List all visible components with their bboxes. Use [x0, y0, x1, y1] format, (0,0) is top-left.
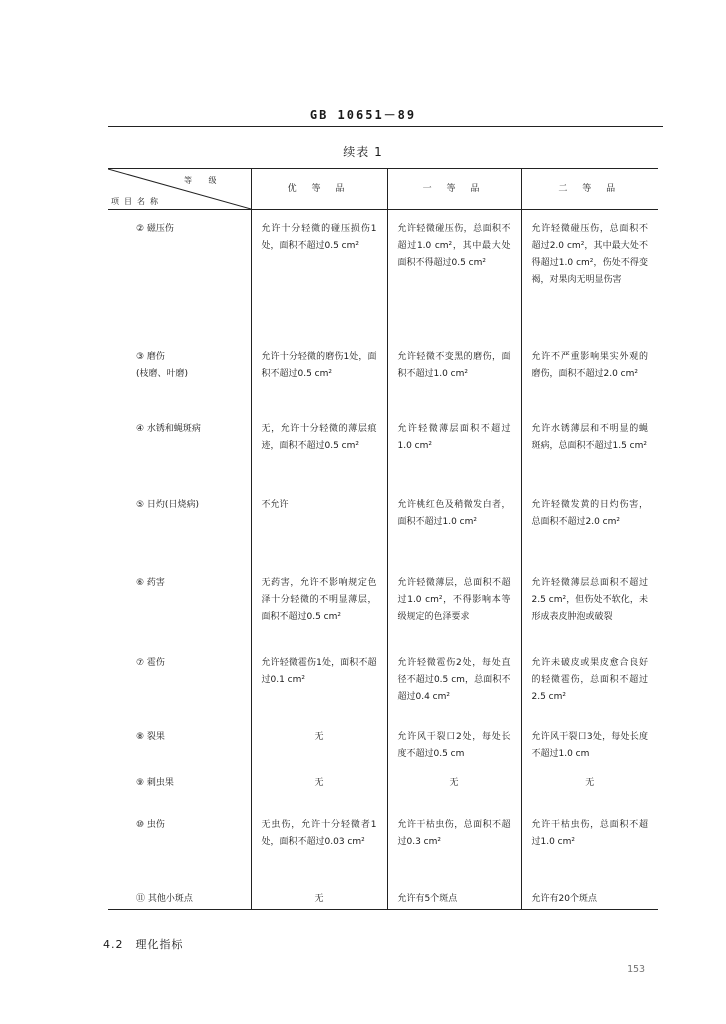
row-item-cell	[108, 806, 251, 880]
cell-text: 允许轻微碰压伤，总面积不超过1.0 cm²，其中最大处面积不得超过0.5 cm²	[397, 224, 511, 268]
cell-text: 允许轻微雹伤1处，面积不超过0.1 cm²	[261, 657, 377, 685]
cell-text: 允许干枯虫伤，总面积不超过0.3 cm²	[397, 819, 511, 847]
cell-text: 允许风干裂口3处，每处长度不超过1.0 cm	[531, 731, 648, 759]
cell-text: 无	[314, 777, 324, 788]
cell-text: 允许轻微薄层面积不超过1.0 cm²	[397, 423, 511, 451]
cell-text: 允许水锈薄层和不明显的蝇斑病，总面积不超过1.5 cm²	[531, 423, 648, 451]
row-cell-grade-3	[521, 764, 658, 806]
cell-text: 允许轻微薄层，总面积不超过1.0 cm²，不得影响本等级规定的色泽要求	[397, 577, 511, 622]
row-item-cell	[108, 486, 251, 564]
row-item-name: ⑥ 药害	[136, 577, 165, 588]
row-item-cell	[108, 410, 251, 486]
cell-text: 允许轻微发黄的日灼伤害，总面积不超过2.0 cm²	[531, 499, 648, 527]
grade-table	[108, 168, 658, 910]
row-cell-grade-1	[251, 564, 387, 644]
row-item-cell	[108, 644, 251, 718]
row-item-name: ⑧ 裂果	[136, 731, 165, 742]
row-cell-grade-2	[387, 338, 521, 410]
row-item-subtitle: (枝磨、叶磨)	[136, 368, 189, 379]
row-cell-grade-1	[251, 718, 387, 764]
standard-code: GB 10651－89	[309, 108, 417, 122]
row-cell-grade-1	[251, 210, 387, 338]
row-cell-grade-3	[521, 564, 658, 644]
row-cell-grade-2	[387, 880, 521, 910]
table-row	[108, 486, 658, 564]
column-header-premium: 优 等 品	[251, 169, 387, 210]
cell-text: 允许干枯虫伤，总面积不超过1.0 cm²	[531, 819, 648, 847]
column-header-second-grade: 二 等 品	[521, 169, 658, 210]
corner-top-label: 等 级	[184, 176, 224, 185]
cell-text: 无	[585, 777, 595, 788]
cell-text: 无，允许十分轻微的薄层痕迹，面积不超过0.5 cm²	[261, 423, 377, 451]
cell-text: 允许轻微碰压伤，总面积不超过2.0 cm²，其中最大处不得超过1.0 cm²，伤处不得变褐，对果肉无明显伤害	[531, 224, 648, 285]
page-number: 153	[627, 964, 646, 975]
cell-text: 允许轻微不变黑的磨伤，面积不超过1.0 cm²	[397, 351, 511, 379]
row-cell-grade-2	[387, 806, 521, 880]
table-row	[108, 718, 658, 764]
row-cell-grade-2	[387, 764, 521, 806]
row-item-cell	[108, 764, 251, 806]
row-cell-grade-3	[521, 880, 658, 910]
row-cell-grade-3	[521, 718, 658, 764]
corner-cell	[108, 169, 251, 210]
row-cell-grade-1	[251, 486, 387, 564]
row-item-name: ③ 磨伤	[136, 351, 165, 362]
row-cell-grade-3	[521, 410, 658, 486]
cell-text: 无药害，允许不影响规定色泽十分轻微的不明显薄层，面积不超过0.5 cm²	[261, 577, 377, 622]
row-cell-grade-3	[521, 210, 658, 338]
cell-text: 不允许	[261, 499, 289, 510]
table-caption: 续表 1	[343, 145, 383, 159]
cell-text: 无虫伤，允许十分轻微者1处，面积不超过0.03 cm²	[261, 819, 377, 847]
cell-text: 允许十分轻微的磨伤1处，面积不超过0.5 cm²	[261, 351, 377, 379]
row-item-name: ⑦ 雹伤	[136, 657, 165, 668]
cell-text: 无	[314, 893, 324, 904]
row-item-cell	[108, 338, 251, 410]
cell-text: 允许轻微薄层总面积不超过2.5 cm²，但伤处不软化，未形成表皮肿泡或破裂	[531, 577, 648, 622]
row-item-name: ⑪ 其他小斑点	[136, 893, 193, 904]
table-row	[108, 338, 658, 410]
row-item-name: ② 磁压伤	[136, 224, 174, 234]
row-cell-grade-3	[521, 644, 658, 718]
row-item-cell	[108, 564, 251, 644]
table-row	[108, 210, 658, 338]
table-row	[108, 564, 658, 644]
row-cell-grade-1	[251, 410, 387, 486]
row-cell-grade-2	[387, 644, 521, 718]
row-item-name: ⑩ 虫伤	[136, 819, 165, 830]
row-cell-grade-3	[521, 338, 658, 410]
row-item-name: ⑨ 刺虫果	[136, 777, 174, 788]
corner-bottom-label: 项目名称	[111, 197, 163, 206]
cell-text: 允许桃红色及稍微发白者，面积不超过1.0 cm²	[397, 499, 511, 527]
row-cell-grade-2	[387, 564, 521, 644]
row-cell-grade-2	[387, 210, 521, 338]
row-item-cell	[108, 880, 251, 910]
row-cell-grade-3	[521, 486, 658, 564]
row-cell-grade-2	[387, 410, 521, 486]
cell-text: 允许有5个斑点	[397, 893, 458, 904]
row-item-cell	[108, 718, 251, 764]
row-cell-grade-2	[387, 486, 521, 564]
cell-text: 无	[314, 731, 324, 742]
row-cell-grade-1	[251, 806, 387, 880]
row-item-name: ⑤ 日灼(日烧病)	[136, 499, 199, 510]
row-item-name: ④ 水锈和蝇斑病	[136, 423, 201, 434]
table-row	[108, 880, 658, 910]
row-cell-grade-1	[251, 644, 387, 718]
cell-text: 允许风干裂口2处，每处长度不超过0.5 cm	[397, 731, 511, 759]
cell-text: 允许未破皮或果皮愈合良好的轻微雹伤，总面积不超过2.5 cm²	[531, 657, 648, 702]
section-heading: 4.2 理化指标	[103, 938, 184, 951]
column-header-first-grade: 一 等 品	[387, 169, 521, 210]
row-cell-grade-1	[251, 338, 387, 410]
table-row	[108, 410, 658, 486]
cell-text: 允许十分轻微的碰压损伤1处，面积不超过0.5 cm²	[261, 224, 377, 251]
row-cell-grade-1	[251, 880, 387, 910]
cell-text: 允许不严重影响果实外观的磨伤，面积不超过2.0 cm²	[531, 351, 648, 379]
row-item-cell	[108, 210, 251, 338]
table-row	[108, 644, 658, 718]
header-rule	[108, 126, 663, 127]
row-cell-grade-1	[251, 764, 387, 806]
row-cell-grade-3	[521, 806, 658, 880]
table-header-row	[108, 169, 658, 210]
row-cell-grade-2	[387, 718, 521, 764]
cell-text: 允许有20个斑点	[531, 893, 597, 904]
cell-text: 无	[449, 777, 459, 788]
table-row	[108, 764, 658, 806]
table-row	[108, 806, 658, 880]
cell-text: 允许轻微雹伤2处，每处直径不超过0.5 cm，总面积不超过0.4 cm²	[397, 657, 511, 702]
